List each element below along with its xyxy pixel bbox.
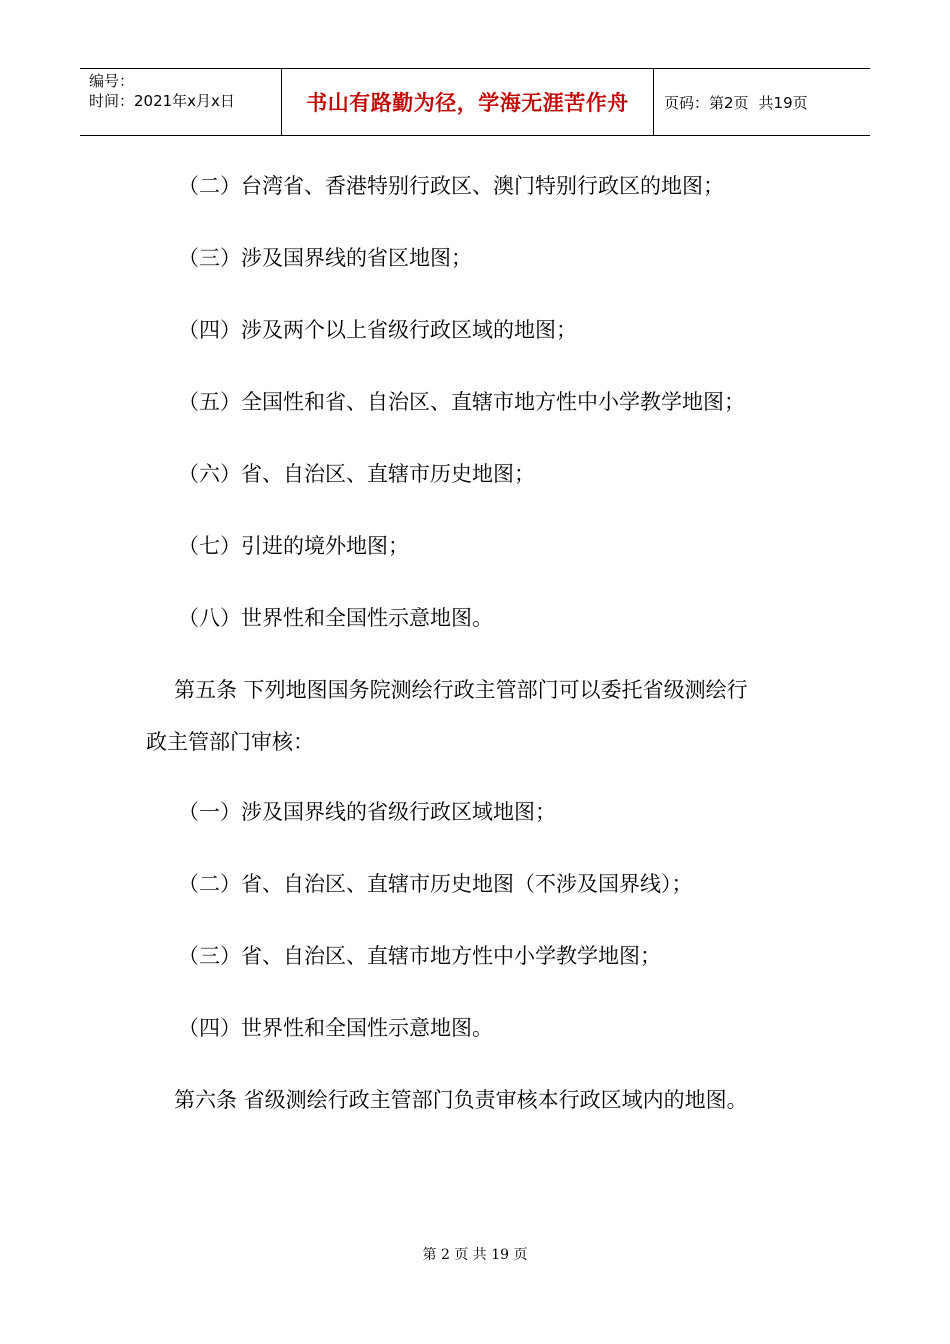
body-line: （七）引进的境外地图； xyxy=(178,534,409,558)
header-meta xyxy=(80,69,282,135)
header-page-code: 页码：第2页 xyxy=(664,93,749,112)
body-line: （八）世界性和全国性示意地图。 xyxy=(178,606,493,630)
body-line: （五）全国性和省、自治区、直辖市地方性中小学教学地图； xyxy=(178,390,745,414)
body-line: （六）省、自治区、直辖市历史地图； xyxy=(178,462,535,486)
header-page-total: 共19页 xyxy=(758,93,808,112)
body-line: （四）世界性和全国性示意地图。 xyxy=(178,1016,493,1040)
header-page-info xyxy=(654,69,870,135)
article-heading-line: 第五条 下列地图国务院测绘行政主管部门可以委托省级测绘行 xyxy=(174,678,748,702)
body-line: 政主管部门审核： xyxy=(146,730,314,754)
page-header xyxy=(80,68,870,136)
body-line: （四）涉及两个以上省级行政区域的地图； xyxy=(178,318,577,342)
body-line: （三）省、自治区、直辖市地方性中小学教学地图； xyxy=(178,944,661,968)
article-heading-line: 第六条 省级测绘行政主管部门负责审核本行政区域内的地图。 xyxy=(174,1088,748,1112)
document-time-label: 时间：2021年x月x日 xyxy=(89,92,235,110)
body-line: （三）涉及国界线的省区地图； xyxy=(178,246,472,270)
body-line: （一）涉及国界线的省级行政区域地图； xyxy=(178,800,556,824)
body-line: （二）台湾省、香港特别行政区、澳门特别行政区的地图； xyxy=(178,174,724,198)
document-number-label: 编号： xyxy=(89,72,135,90)
header-motto: 书山有路勤为径，学海无涯苦作舟 xyxy=(282,69,654,135)
body-line: （二）省、自治区、直辖市历史地图（不涉及国界线）； xyxy=(178,872,693,896)
page-footer: 第 2 页 共 19 页 xyxy=(422,1247,528,1263)
